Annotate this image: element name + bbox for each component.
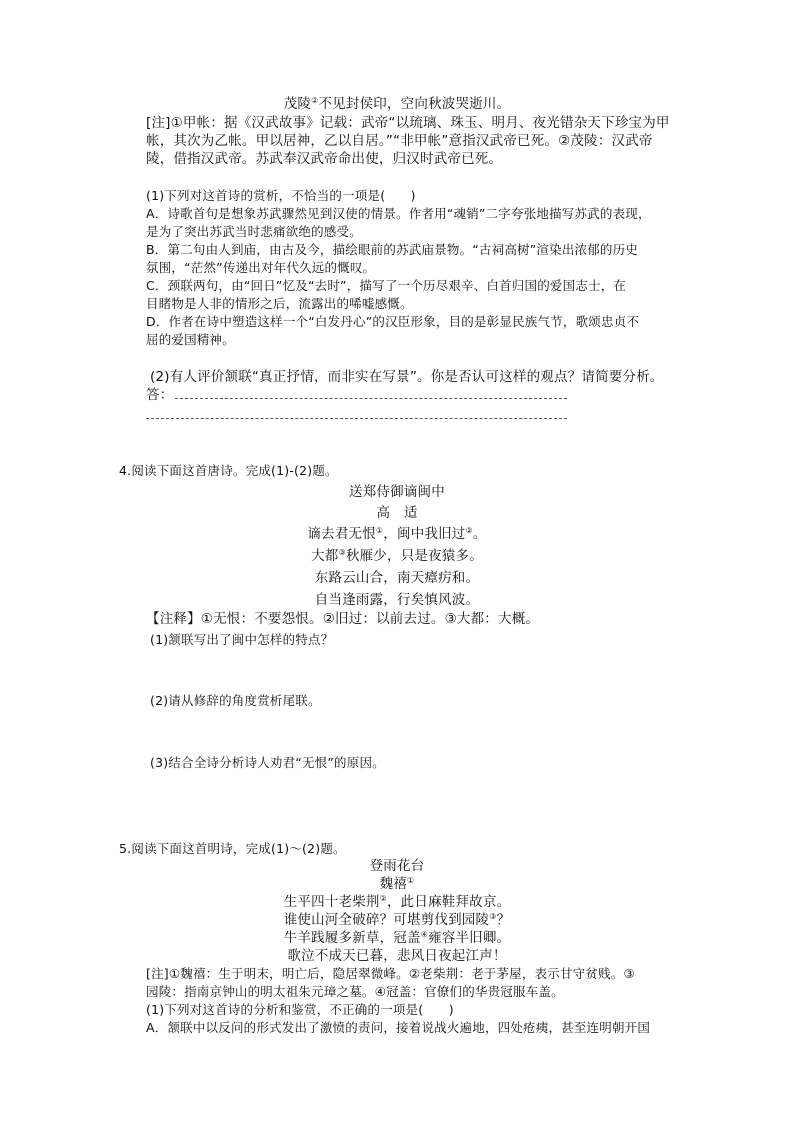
poem-line: 歌泣不成天已暮，悲风日夜起江声！ bbox=[287, 948, 507, 964]
option-line: C．颈联两句，由“回日”忆及“去时”，描写了一个历尽艰辛、白首归国的爱国志士，在 bbox=[146, 278, 627, 293]
poem-line: 生平四十老柴荆②，此日麻鞋拜故京。 bbox=[283, 894, 511, 910]
poem-title: 登雨花台 bbox=[369, 858, 425, 874]
poem-line: 东路云山合，南天瘴疠和。 bbox=[314, 570, 480, 586]
note-line: 陵，借指汉武帝。苏武奉汉武帝命出使，归汉时武帝已死。 bbox=[146, 151, 503, 167]
option-line: 屈的爱国精神。 bbox=[146, 332, 235, 347]
poem-author: 高 适 bbox=[376, 505, 418, 521]
question-stem: (2)有人评价颔联“真正抒情，而非实在写景”。你是否认可这样的观点？请简要分析。 bbox=[150, 369, 664, 385]
option-line: B．第二句由人到庙，由古及今，描绘眼前的苏武庙景物。“古祠高树”渲染出浓郁的历史 bbox=[146, 242, 639, 257]
question-intro: 4.阅读下面这首唐诗。完成(1)-(2)题。 bbox=[119, 463, 338, 478]
option-line: 氛围，“茫然”传递出对年代久远的慨叹。 bbox=[146, 260, 376, 275]
poem-author: 魏禧① bbox=[379, 876, 415, 892]
question-intro: 5.阅读下面这首明诗，完成(1)～(2)题。 bbox=[119, 841, 346, 856]
option-line: 目睹物是人非的情形之后，流露出的唏嘘感慨。 bbox=[146, 296, 413, 311]
question-stem: (1)下列对这首诗的分析和鉴赏，不正确的一项是( ) bbox=[146, 1002, 454, 1017]
answer-line bbox=[146, 418, 567, 419]
option-line: A．诗歌首句是想象苏武骤然见到汉使的情景。作者用“魂销”二字夸张地描写苏武的表现， bbox=[146, 206, 651, 221]
option-line: 是为了突出苏武当时悲痛欲绝的感受。 bbox=[146, 224, 362, 239]
question-stem: (1)下列对这首诗的赏析，不恰当的一项是( ) bbox=[146, 188, 416, 203]
poem-line: 牛羊践履多新草，冠盖④雍容半旧卿。 bbox=[283, 930, 511, 946]
option-line: A．颔联中以反问的形式发出了激愤的责问，接着说战火遍地，四处疮痍，甚至连明朝开国 bbox=[146, 1020, 651, 1035]
poem-last-line: 茂陵②不见封侯印，空向秋波哭逝川。 bbox=[283, 96, 511, 112]
poem-line: 谁使山河全破碎？可堪剪伐到园陵③？ bbox=[283, 912, 511, 928]
answer-line bbox=[175, 398, 567, 399]
poem-note: 园陵：指南京钟山的明太祖朱元璋之墓。④冠盖：官僚们的华贵冠服车盖。 bbox=[146, 984, 564, 999]
poem-note: [注]①魏禧：生于明末，明亡后，隐居翠微峰。②老柴荆：老于茅屋，表示甘守贫贱。③ bbox=[146, 966, 635, 981]
poem-line: 谪去君无恨①，闽中我旧过②。 bbox=[307, 526, 487, 542]
poem-line: 自当逢雨露，行矣慎风波。 bbox=[314, 592, 480, 608]
poem-line: 大都③秋雁少，只是夜猿多。 bbox=[311, 548, 483, 564]
note-line: 帐，其次为乙帐。甲以居神，乙以自居。”“非甲帐”意指汉武帝已死。②茂陵：汉武帝 bbox=[146, 133, 653, 149]
note-line: [注]①甲帐：据《汉武故事》记载：武帝“以琉璃、珠玉、明月、夜光错杂天下珍宝为甲 bbox=[146, 115, 670, 131]
question-item: (3)结合全诗分析诗人劝君“无恨”的原因。 bbox=[150, 755, 385, 770]
question-item: (1)颔联写出了闽中怎样的特点？ bbox=[150, 632, 334, 647]
option-line: D．作者在诗中塑造这样一个“白发丹心”的汉臣形象，目的是彰显民族气节，歌颂忠贞不 bbox=[146, 314, 640, 329]
poem-note: 【注释】①无恨：不要怨恨。②旧过：以前去过。③大都：大概。 bbox=[146, 611, 540, 627]
poem-title: 送郑侍御谪闽中 bbox=[349, 484, 445, 500]
answer-label: 答： bbox=[146, 387, 174, 403]
question-item: (2)请从修辞的角度赏析尾联。 bbox=[150, 693, 321, 708]
